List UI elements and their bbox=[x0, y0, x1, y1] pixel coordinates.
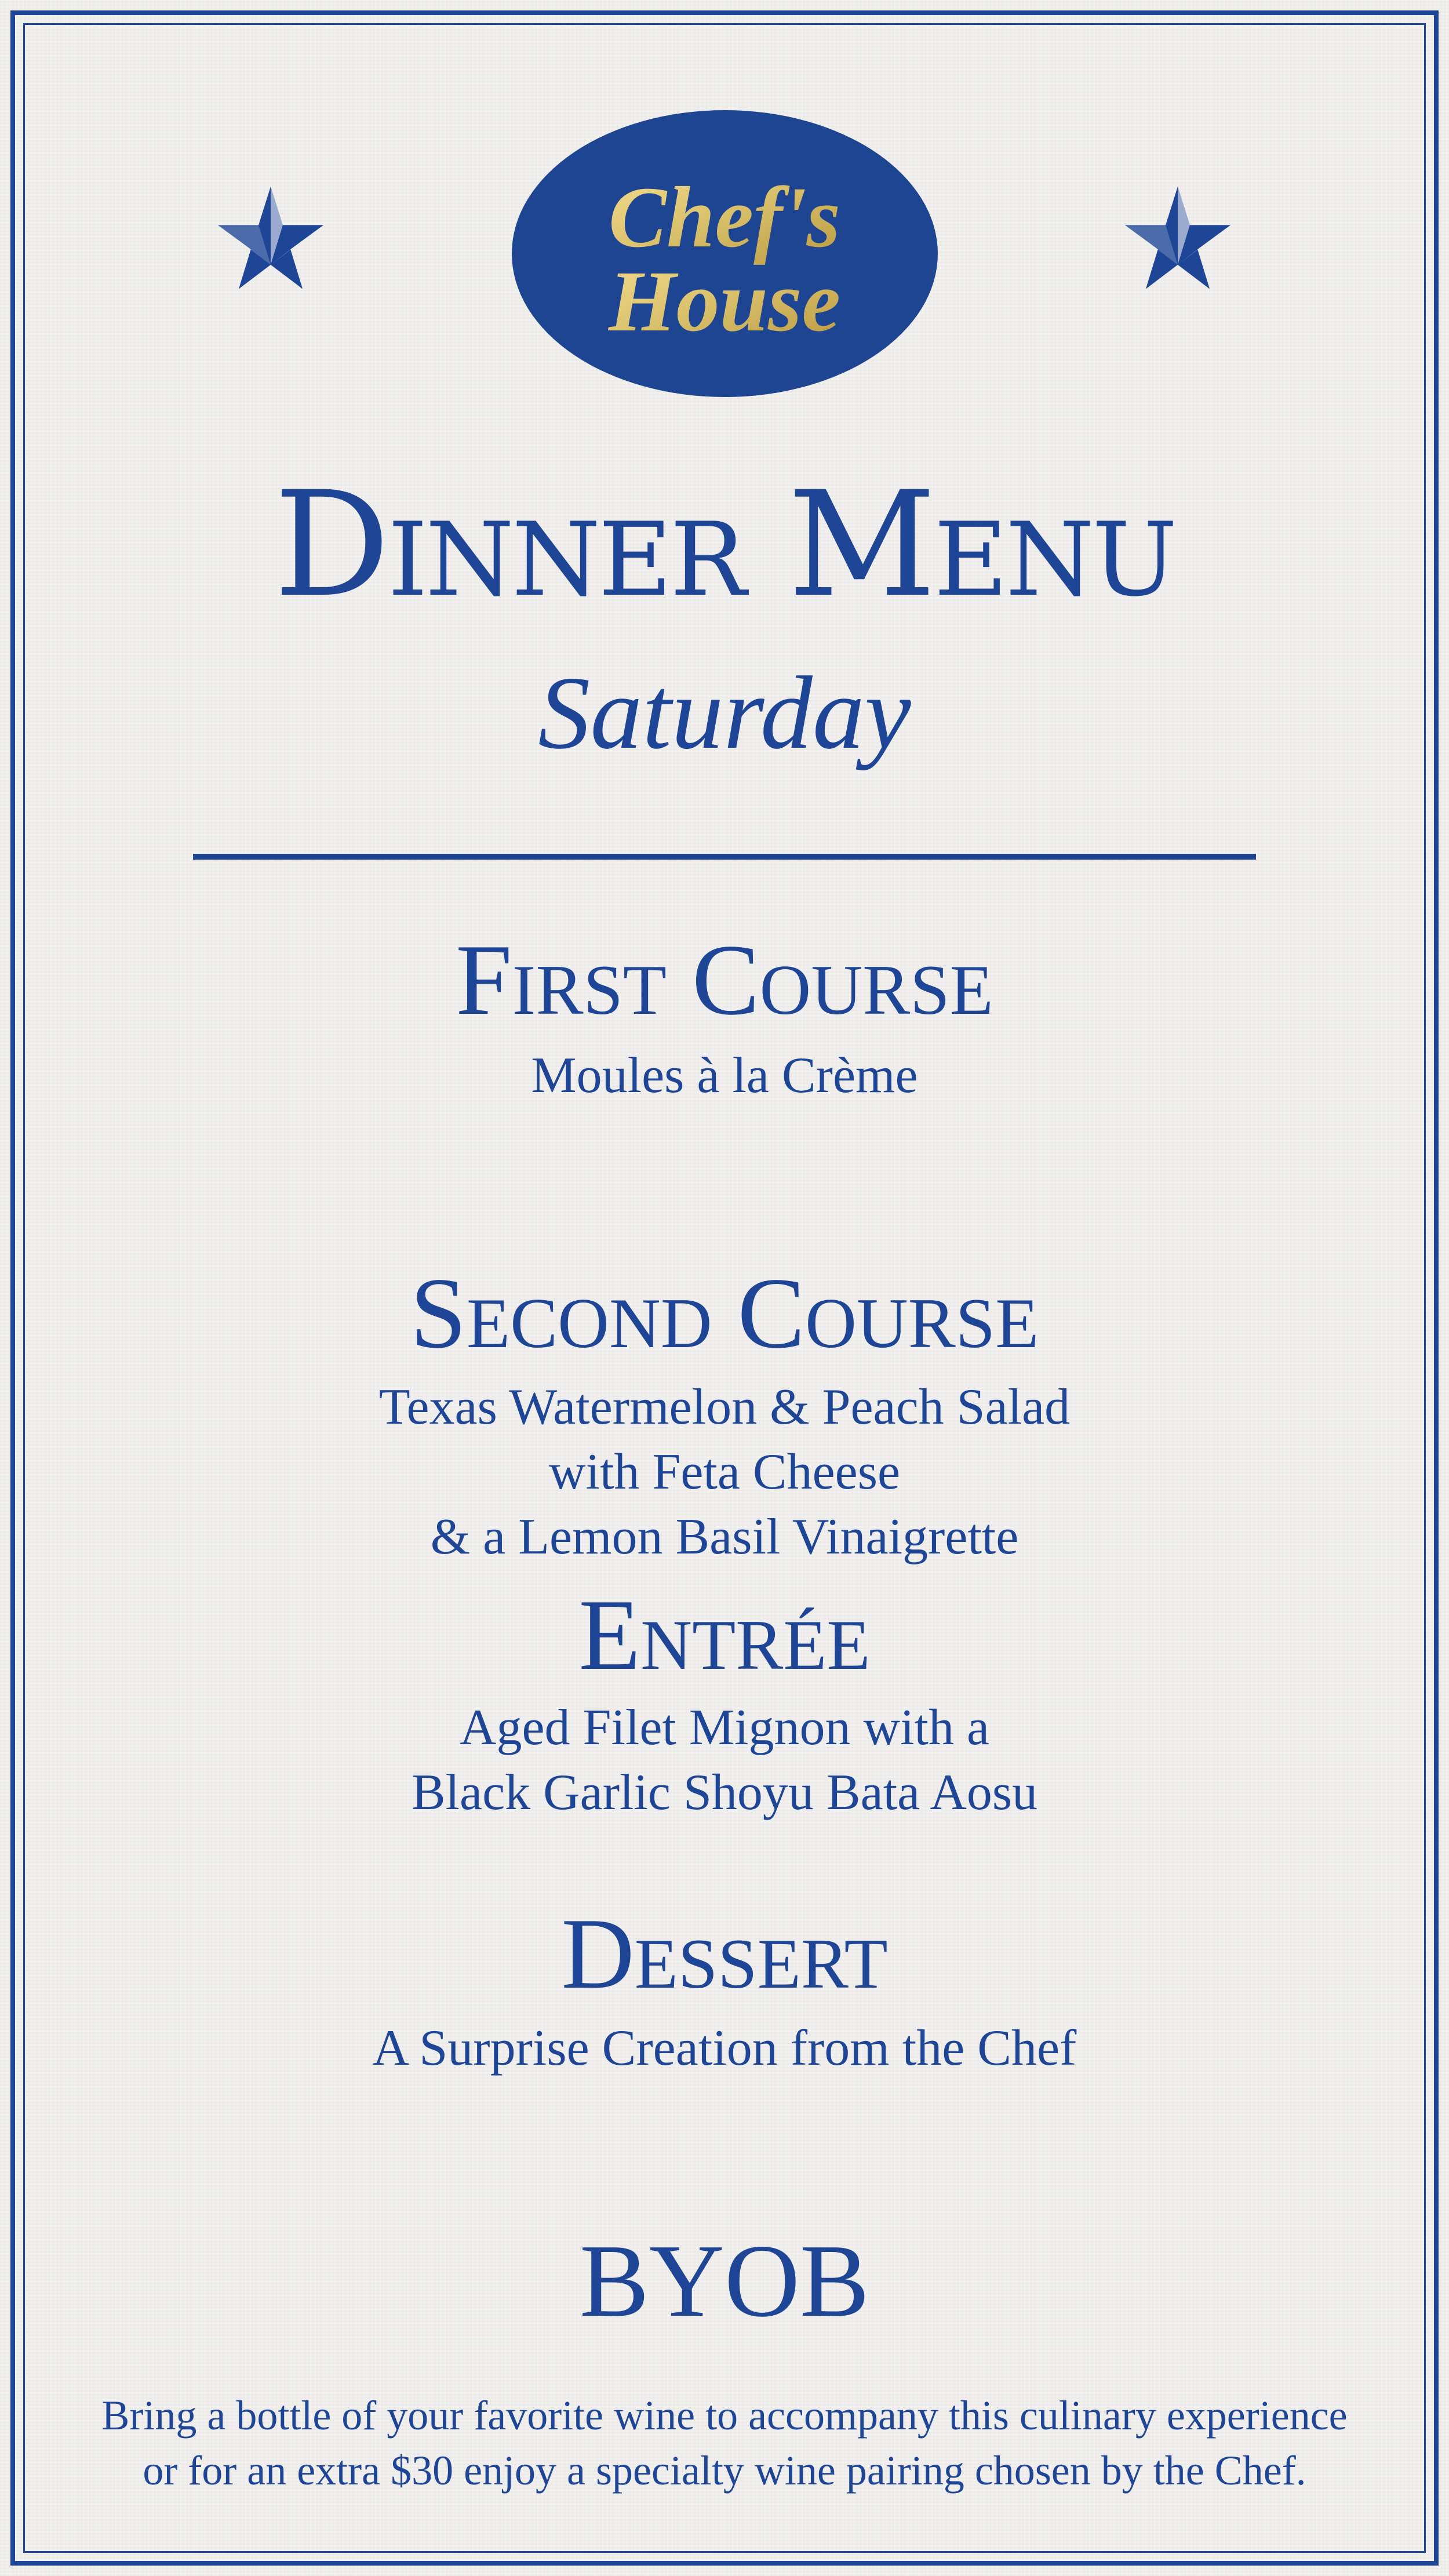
course-title-first: First Course bbox=[456, 923, 993, 1036]
logo-line2: House bbox=[608, 253, 841, 350]
course-line: with Feta Cheese bbox=[548, 1444, 901, 1500]
course-title-entree: Entrée bbox=[578, 1578, 871, 1691]
section-divider bbox=[193, 854, 1256, 860]
logo-line1: Chef's bbox=[608, 169, 841, 265]
course-line: Moules à la Crème bbox=[531, 1047, 918, 1104]
menu-title: Dinner Menu bbox=[274, 460, 1175, 629]
course-line: Texas Watermelon & Peach Salad bbox=[378, 1379, 1071, 1435]
course-line: A Surprise Creation from the Chef bbox=[372, 2020, 1077, 2076]
star-icon bbox=[1123, 184, 1233, 294]
course-description-entree bbox=[0, 1695, 1449, 1825]
menu-day: Saturday bbox=[538, 655, 911, 770]
course-line: & a Lemon Basil Vinaigrette bbox=[430, 1509, 1019, 1565]
logo-lettering bbox=[512, 110, 938, 397]
course-description-dessert bbox=[0, 2016, 1449, 2081]
course-line: Aged Filet Mignon with a bbox=[459, 1700, 990, 1756]
byob-note bbox=[0, 2388, 1449, 2498]
course-title-dessert: Dessert bbox=[561, 1897, 888, 2010]
byob-note-line: Bring a bottle of your favorite wine to accompany this culinary experience bbox=[101, 2392, 1348, 2439]
course-description-second bbox=[0, 1375, 1449, 1570]
byob-heading: BYOB bbox=[579, 2223, 870, 2338]
byob-note-line: or for an extra $30 enjoy a specialty wine pairing chosen by the Chef. bbox=[143, 2447, 1306, 2494]
restaurant-logo bbox=[512, 110, 938, 397]
star-icon bbox=[216, 184, 326, 294]
course-title-second: Second Course bbox=[410, 1257, 1039, 1369]
course-line: Black Garlic Shoyu Bata Aosu bbox=[411, 1764, 1038, 1821]
course-description-first bbox=[0, 1043, 1449, 1108]
